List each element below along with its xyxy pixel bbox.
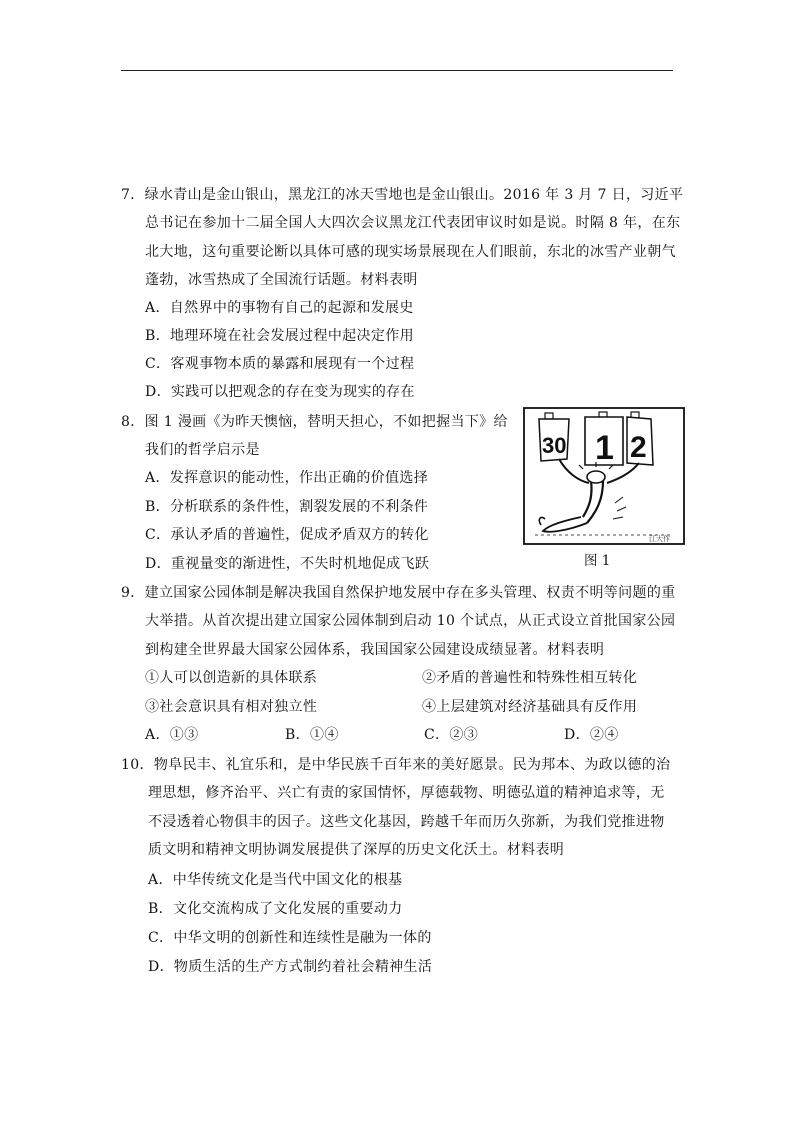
figure-1-cartoon — [523, 407, 685, 545]
q7-stem-line-1: 7．绿水青山是金山银山，黑龙江的冰天雪地也是金山银山。2016 年 3 月 7 日，习近平 — [121, 187, 684, 203]
figure-1-caption: 图 1 — [584, 553, 611, 569]
q7-option-d: D．实践可以把观念的存在变为现实的存在 — [145, 384, 415, 400]
q9-statement-1: ①人可以创造新的具体联系 — [145, 670, 318, 686]
q9-stem-line-3: 到构建全世界最大国家公园体系，我国国家公园建设成绩显著。材料表明 — [145, 642, 605, 658]
q7-option-c: C．客观事物本质的暴露和展现有一个过程 — [145, 356, 415, 372]
q9-statement-4: ④上层建筑对经济基础具有反作用 — [422, 699, 638, 715]
q8-option-d: D．重视量变的渐进性，不失时机地促成飞跃 — [145, 556, 430, 572]
q7-option-a: A．自然界中的事物有自己的起源和发展史 — [145, 300, 414, 316]
q9-stem-line-2: 大举措。从首次提出建立国家公园体制到启动 10 个试点，从正式设立首批国家公园 — [145, 613, 676, 629]
q8-stem-line-1: 8．图 1 漫画《为昨天懊恼，替明天担心，不如把握当下》给 — [121, 414, 508, 430]
calendar-page-2: 2 — [630, 431, 647, 464]
header-rule — [121, 70, 673, 71]
calendar-page-30: 30 — [542, 433, 567, 458]
q7-stem-line-4: 蓬勃，冰雪热成了全国流行话题。材料表明 — [145, 272, 418, 288]
cartoon-drawing — [523, 407, 685, 545]
q8-stem-line-2: 我们的哲学启示是 — [145, 442, 260, 458]
q7-stem-line-2: 总书记在参加十二届全国人大四次会议黑龙江代表团审议时如是说。时隔 8 年，在东 — [145, 215, 681, 231]
calendar-page-1: 1 — [595, 429, 614, 467]
q10-option-d: D．物质生活的生产方式制约着社会精神生活 — [148, 959, 433, 975]
q10-stem-line-2: 理思想，修齐治平、兴亡有责的家国情怀，厚德载物、明德弘道的精神追求等，无 — [148, 785, 665, 801]
q9-option-d: D．②④ — [564, 727, 619, 743]
q9-option-b: B．①④ — [285, 727, 339, 743]
q7-stem-line-3: 北大地，这句重要论断以具体可感的现实场景展现在人们眼前，东北的冰雪产业朝气 — [145, 244, 676, 260]
q8-option-a: A．发挥意识的能动性，作出正确的价值选择 — [145, 470, 429, 486]
artist-signature: 江大作 — [649, 535, 670, 543]
q10-option-a: A．中华传统文化是当代中国文化的根基 — [148, 872, 403, 888]
q9-statement-2: ②矛盾的普遍性和特殊性相互转化 — [422, 670, 638, 686]
q8-option-b: B．分析联系的条件性，割裂发展的不利条件 — [145, 499, 429, 515]
q7-option-b: B．地理环境在社会发展过程中起决定作用 — [145, 328, 414, 344]
q10-option-c: C．中华文明的创新性和连续性是融为一体的 — [148, 930, 432, 946]
q10-option-b: B．文化交流构成了文化发展的重要动力 — [148, 901, 403, 917]
q8-option-c: C．承认矛盾的普遍性，促成矛盾双方的转化 — [145, 527, 429, 543]
q9-stem-line-1: 9．建立国家公园体制是解决我国自然保护地发展中存在多头管理、权责不明等问题的重 — [121, 585, 676, 601]
q10-stem-line-4: 质文明和精神文明协调发展提供了深厚的历史文化沃土。材料表明 — [148, 842, 565, 858]
q9-statement-3: ③社会意识具有相对独立性 — [145, 699, 318, 715]
q10-stem-line-1: 10．物阜民丰、礼宜乐和，是中华民族千百年来的美好愿景。民为邦本、为政以德的治 — [121, 757, 671, 773]
q9-option-c: C．②③ — [424, 727, 479, 743]
q9-option-a: A．①③ — [145, 727, 199, 743]
q10-stem-line-3: 不浸透着心物俱丰的因子。这些文化基因，跨越千年而历久弥新，为我们党推进物 — [148, 814, 665, 830]
